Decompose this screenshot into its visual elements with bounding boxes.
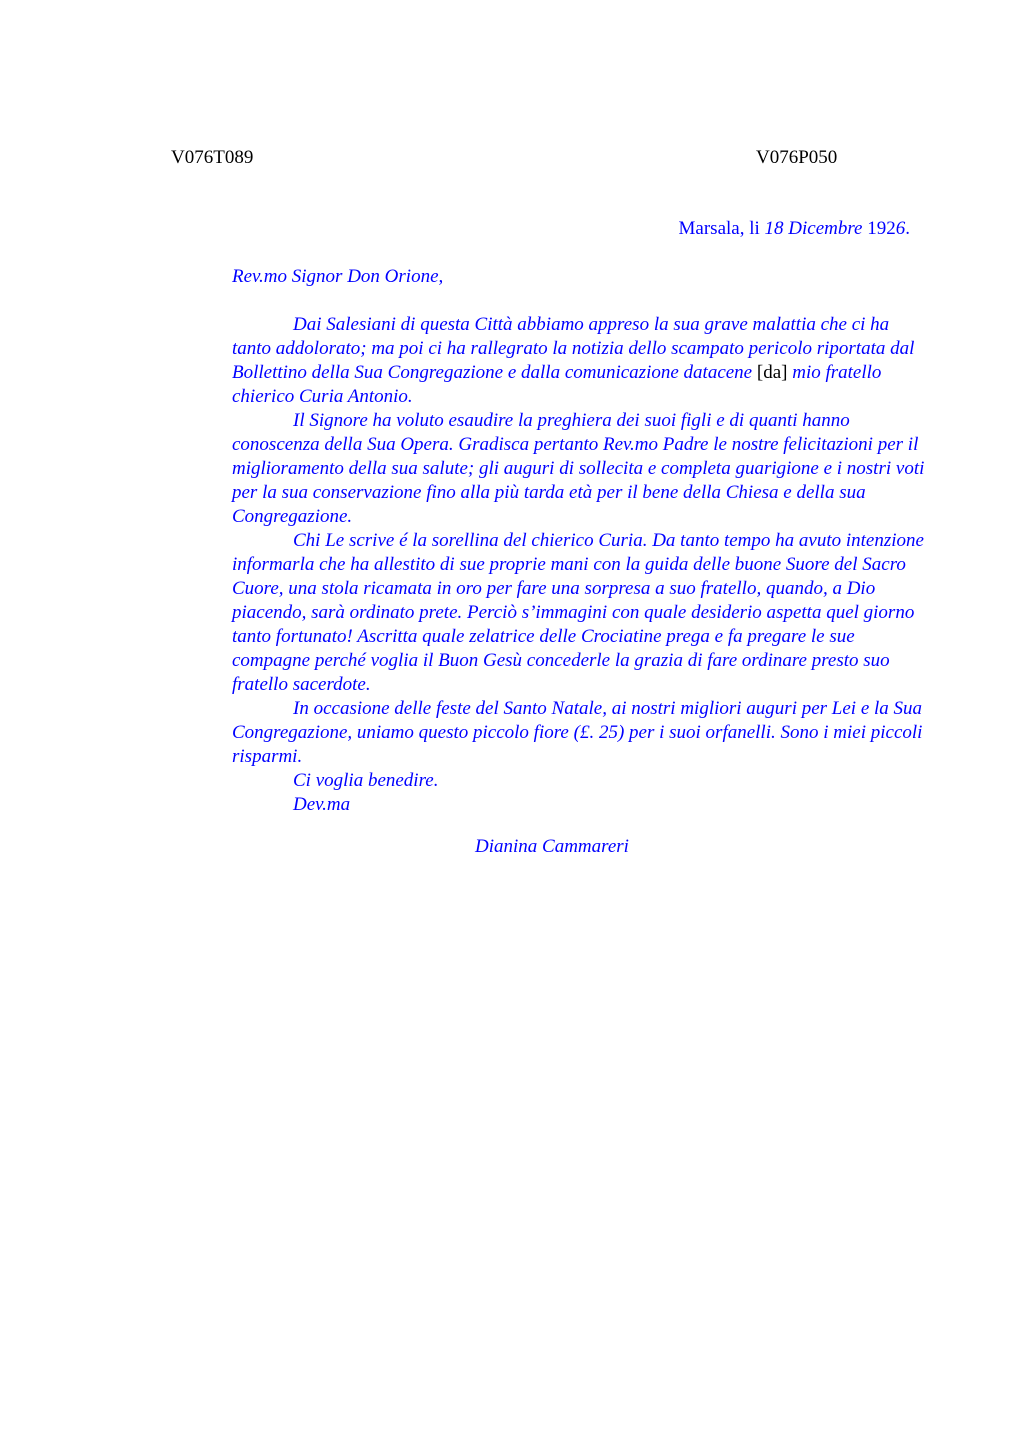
archive-code-right: V076P050: [756, 147, 838, 168]
paragraph-line: chierico Curia Antonio.: [232, 386, 413, 407]
dateline-place: Marsala, li: [678, 218, 765, 239]
paragraph-3: [171, 529, 927, 697]
archive-code-left: V076T089: [171, 147, 254, 168]
paragraph-line: In occasione delle feste del Santo Natale, ai nostri migliori auguri per Lei e la Sua: [293, 698, 923, 719]
paragraph-line: conoscenza della Sua Opera. Gradisca pertanto Rev.mo Padre le nostre felicitazioni per il: [232, 434, 919, 455]
paragraph-line: tanto fortunato! Ascritta quale zelatrice delle Crociatine prega e fa pregare le sue: [232, 626, 855, 647]
dateline-year-last: 6: [895, 218, 906, 239]
paragraph-line: piacendo, sarà ordinato prete. Perciò s’immagini con quale desiderio aspetta quel giorno: [232, 602, 915, 623]
paragraph-4: [171, 697, 927, 769]
closing-blessing: [171, 769, 927, 793]
paragraph-line: Chi Le scrive é la sorellina del chierico Curia. Da tanto tempo ha avuto intenzione: [293, 530, 924, 551]
paragraph-line: per la sua conservazione fino alla più tarda età per il bene della Chiesa e della sua: [232, 482, 866, 503]
paragraph-line-text: Bollettino della Sua Congregazione e dalla comunicazione datacene: [232, 362, 757, 383]
paragraph-line: Il Signore ha voluto esaudire la preghiera dei suoi figli e di quanti hanno: [293, 410, 850, 431]
closing-line: Ci voglia benedire.: [293, 770, 439, 791]
signature: Dianina Cammareri: [475, 836, 629, 857]
paragraph-line: informarla che ha allestito di sue proprie mani con la guida delle buone Suore del Sacro: [232, 554, 906, 575]
closing-devoted: [171, 793, 927, 817]
paragraph-line: risparmi.: [232, 746, 303, 767]
paragraph-line: Dai Salesiani di questa Città abbiamo appreso la sua grave malattia che ci ha: [293, 314, 890, 335]
salutation: Rev.mo Signor Don Orione,: [232, 266, 444, 287]
paragraph-line: tanto addolorato; ma poi ci ha rallegrato la notizia dello scampato pericolo riportata dal: [232, 338, 915, 359]
paragraph-line: fratello sacerdote.: [232, 674, 371, 695]
paragraph-line: compagne perché voglia il Buon Gesù concederle la grazia di fare ordinare presto suo: [232, 650, 890, 671]
editorial-insertion: [da]: [756, 362, 788, 383]
paragraph-line: Congregazione, uniamo questo piccolo fiore (£. 25) per i suoi orfanelli. Sono i miei piccoli: [232, 722, 923, 743]
letter-body: [171, 313, 927, 817]
paragraph-line: [171, 361, 927, 385]
dateline-year-prefix: 192: [862, 218, 896, 239]
paragraph-line: Congregazione.: [232, 506, 353, 527]
dateline-day-month: 18 Dicembre: [764, 218, 863, 239]
paragraph-line-text: mio fratello: [787, 362, 882, 383]
closing-line: Dev.ma: [293, 794, 351, 815]
paragraph-line: miglioramento della sua salute; gli auguri di sollecita e completa guarigione e i nostri voti: [232, 458, 925, 479]
paragraph-1: [171, 313, 927, 409]
dateline: [679, 217, 910, 241]
paragraph-2: [171, 409, 927, 529]
dateline-period: .: [905, 218, 910, 239]
paragraph-line: Cuore, una stola ricamata in oro per fare una sorpresa a suo fratello, quando, a Dio: [232, 578, 876, 599]
